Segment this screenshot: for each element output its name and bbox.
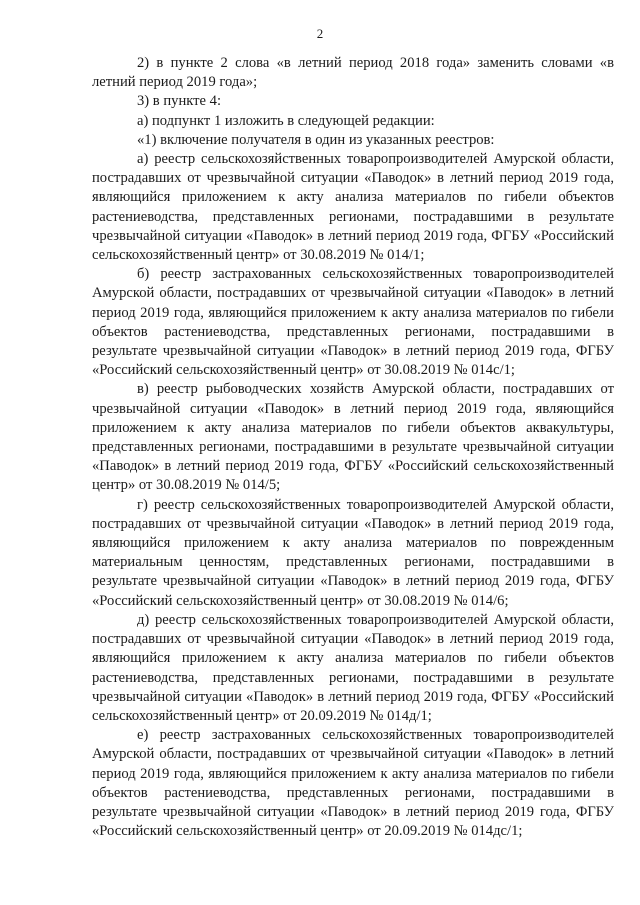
registry-item-a: а) реестр сельскохозяйственных товаропроизводителей Амурской области, пострадавших от чрезвычайной ситуации «Паводок» в летний период 2019 года, являющийся приложением к акту анализа материалов по гибели объектов растениеводства, представленных регионами, пострадавшими в результате чрезвычайной ситуации «Паводок» в летний период 2019 года, ФГБУ «Российский сельскохозяйственный центр» от 30.08.2019 № 014/1; <box>92 151 614 264</box>
paragraph-item-3: 3) в пункте 4: <box>137 93 222 110</box>
registry-item-v: в) реестр рыбоводческих хозяйств Амурской области, пострадавших от чрезвычайной ситуации «Паводок» в летний период 2019 года, являющийся приложением к акту анализа материалов по гибели объектов аквакультуры, представленных регионами, пострадавшими в результате чрезвычайной ситуации «Паводок» в летний период 2019 года, ФГБУ «Российский сельскохозяйственный центр» от 30.08.2019 № 014/5; <box>92 381 614 494</box>
document-body <box>92 54 614 841</box>
registry-item-b: б) реестр застрахованных сельскохозяйственных товаропроизводителей Амурской области, пострадавших от чрезвычайной ситуации «Паводок» в летний период 2019 года, являющийся приложением к акту анализа материалов по гибели объектов растениеводства, представленных регионами, пострадавшими в результате чрезвычайной ситуации «Паводок» в летний период 2019 года, ФГБУ «Российский сельскохозяйственный центр» от 30.08.2019 № 014с/1; <box>92 266 614 379</box>
registry-item-e: е) реестр застрахованных сельскохозяйственных товаропроизводителей Амурской области, пострадавших от чрезвычайной ситуации «Паводок» в летний период 2019 года, являющийся приложением к акту анализа материалов по гибели объектов растениеводства, представленных регионами, пострадавшими в результате чрезвычайной ситуации «Паводок» в летний период 2019 года, ФГБУ «Российский сельскохозяйственный центр» от 20.09.2019 № 014дс/1; <box>92 727 614 840</box>
paragraph-new-subitem-1: «1) включение получателя в один из указанных реестров: <box>137 131 495 148</box>
paragraph-subitem-a: а) подпункт 1 изложить в следующей редакции: <box>137 112 435 129</box>
registry-item-g: г) реестр сельскохозяйственных товаропроизводителей Амурской области, пострадавших от чрезвычайной ситуации «Паводок» в летний период 2019 года, являющийся приложением к акту анализа материалов по поврежденным материальным ценностям, представленных регионами, пострадавшими в результате чрезвычайной ситуации «Паводок» в летний период 2019 года, ФГБУ «Российский сельскохозяйственный центр» от 30.08.2019 № 014/6; <box>92 496 614 609</box>
registry-item-d: д) реестр сельскохозяйственных товаропроизводителей Амурской области, пострадавших от чрезвычайной ситуации «Паводок» в летний период 2019 года, являющийся приложением к акту анализа материалов по гибели объектов растениеводства, представленных регионами, пострадавшими в результате чрезвычайной ситуации «Паводок» в летний период 2019 года, ФГБУ «Российский сельскохозяйственный центр» от 20.09.2019 № 014д/1; <box>92 611 614 724</box>
paragraph-item-2: 2) в пункте 2 слова «в летний период 2018 года» заменить словами «в летний период 2019 года»; <box>92 55 614 91</box>
page-number: 2 <box>316 26 324 41</box>
